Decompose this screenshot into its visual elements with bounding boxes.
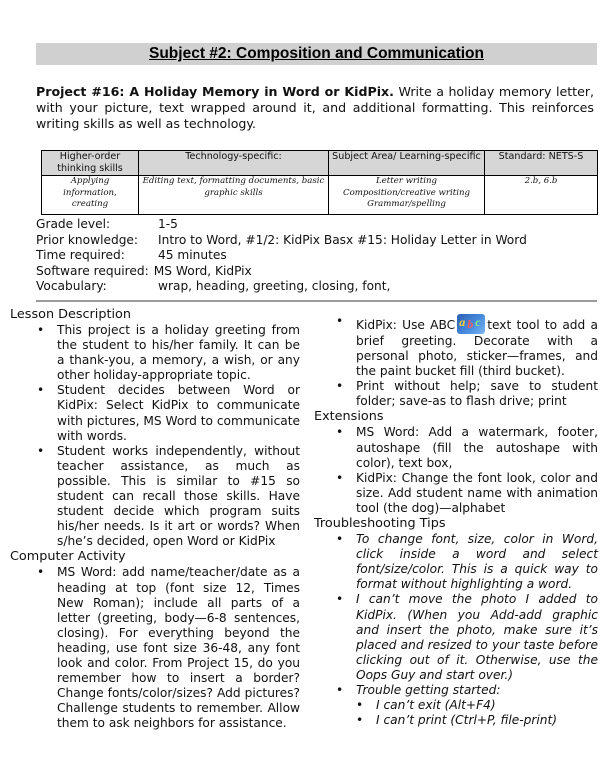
standards-header-row <box>42 151 598 176</box>
troubleshooting-heading: Troubleshooting Tips <box>314 516 446 532</box>
section-divider <box>36 300 597 302</box>
time-label: Time required: <box>36 248 125 263</box>
header-technology: Technology-specific: <box>139 151 329 176</box>
troubleshooting-item: • I can’t move the photo I added to KidPix. (When you Add-add graphic and insert the photo, make sure it’s placed and resized to your taste before clicking out of it. Otherwise, use the Oops Guy and start over.) <box>356 592 598 683</box>
computer-list-continued <box>316 314 598 409</box>
software-value: MS Word, KidPix <box>153 263 252 278</box>
kidpix-text-pre: KidPix: Use ABC <box>356 318 456 332</box>
standards-table <box>41 150 598 215</box>
computer-item-kidpix <box>356 314 598 379</box>
lesson-list <box>10 323 300 549</box>
prior-row <box>36 233 527 249</box>
abc-text-tool-icon: a b c <box>457 314 485 334</box>
grade-label: Grade level: <box>36 217 111 231</box>
vocab-value: wrap, heading, greeting, closing, font, <box>158 279 391 294</box>
kidpix-text-post: text tool to add a brief greeting. Decorate with a personal photo, sticker—frames, and the paint bucket fill (third bucket). <box>356 318 598 379</box>
cell-subject-area: Letter writing Composition/creative writing Grammar/spelling <box>329 176 485 215</box>
troubleshooting-item: • To change font, size, color in Word, click inside a word and select font/size/color. This is a quick way to format without highlighting a word. <box>356 532 598 592</box>
computer-item-print: • Print without help; save to student folder; save-as to flash drive; print <box>356 379 598 409</box>
troubleshooting-subitem: • I can’t print (Ctrl+P, file-print) <box>376 713 598 728</box>
right-column <box>316 314 598 728</box>
standards-value-row <box>42 176 598 215</box>
troubleshooting-subitem: • I can’t exit (Alt+F4) <box>376 698 598 713</box>
project-title: Project #16: A Holiday Memory in Word or KidPix. <box>36 84 394 99</box>
troubleshooting-item <box>356 683 598 728</box>
left-column <box>10 307 300 731</box>
subject-header <box>36 43 597 65</box>
computer-heading: Computer Activity <box>10 549 126 565</box>
grade-value: 1-5 <box>158 217 178 231</box>
troubleshooting-list <box>316 532 598 728</box>
lesson-item: • Student works independently, without teacher assistance, as much as possible. This is similar to #15 so student can recall those skills. Have student decide which program suits his/her needs. Is it art or words? When s/he’s decided, open Word or KidPix <box>57 444 300 550</box>
troubleshooting-sublist <box>356 698 598 728</box>
cell-thinking-skills: Applying information, creating <box>42 176 139 215</box>
computer-list <box>10 565 300 731</box>
extensions-list <box>316 425 598 516</box>
lesson-item: • This project is a holiday greeting from the student to his/her family. It can be a thank-you, a memory, a wish, or any other holiday-appropriate topic. <box>57 323 300 383</box>
software-label: Software required: <box>36 263 149 278</box>
project-intro <box>36 84 594 133</box>
grade-row <box>36 217 527 233</box>
subject-title: Subject #2: Composition and Communication <box>149 45 484 62</box>
vocab-row <box>36 279 527 295</box>
software-row <box>36 264 527 280</box>
time-row <box>36 248 527 264</box>
time-value: 45 minutes <box>158 248 227 263</box>
extension-item: • MS Word: Add a watermark, footer, autoshape (fill the autoshape with color), text box, <box>356 425 598 470</box>
prior-value: Intro to Word, #1/2: KidPix Basx #15: Holiday Letter in Word <box>158 232 527 247</box>
extension-item: • KidPix: Change the font look, color and size. Add student name with animation tool (the dog)—alphabet <box>356 471 598 516</box>
prior-label: Prior knowledge: <box>36 232 139 247</box>
header-standard: Standard: NETS-S <box>485 151 598 176</box>
troubleshooting-item-text: Trouble getting started: <box>356 682 501 697</box>
cell-standard: 2.b, 6.b <box>485 176 598 215</box>
lesson-item: • Student decides between Word or KidPix: Select KidPix to communicate with pictures, MS Word to communicate with words. <box>57 383 300 443</box>
header-subject-area: Subject Area/ Learning-specific <box>329 151 485 176</box>
extensions-heading: Extensions <box>314 409 384 425</box>
lesson-info <box>36 217 527 295</box>
project-description: Write a holiday memory letter, with your picture, text wrapped around it, and additional formatting. This reinforces writing skills as well as technology. <box>36 84 595 132</box>
lesson-heading: Lesson Description <box>10 307 132 322</box>
header-thinking-skills: Higher-order thinking skills <box>42 151 139 176</box>
computer-item-msword: • MS Word: add name/teacher/date as a heading at top (font size 12, Times New Roman); include all parts of a letter (greeting, body—6-8 sentences, closing). For everything beyond the heading, use font size 36-48, any font look and color. From Project 15, do you remember how to insert a border? Change fonts/color/sizes? Add pictures? Challenge students to remember. Allow them to ask neighbors for assistance. <box>57 565 300 731</box>
vocab-label: Vocabulary: <box>36 279 107 294</box>
cell-technology: Editing text, formatting documents, basic graphic skills <box>139 176 329 215</box>
